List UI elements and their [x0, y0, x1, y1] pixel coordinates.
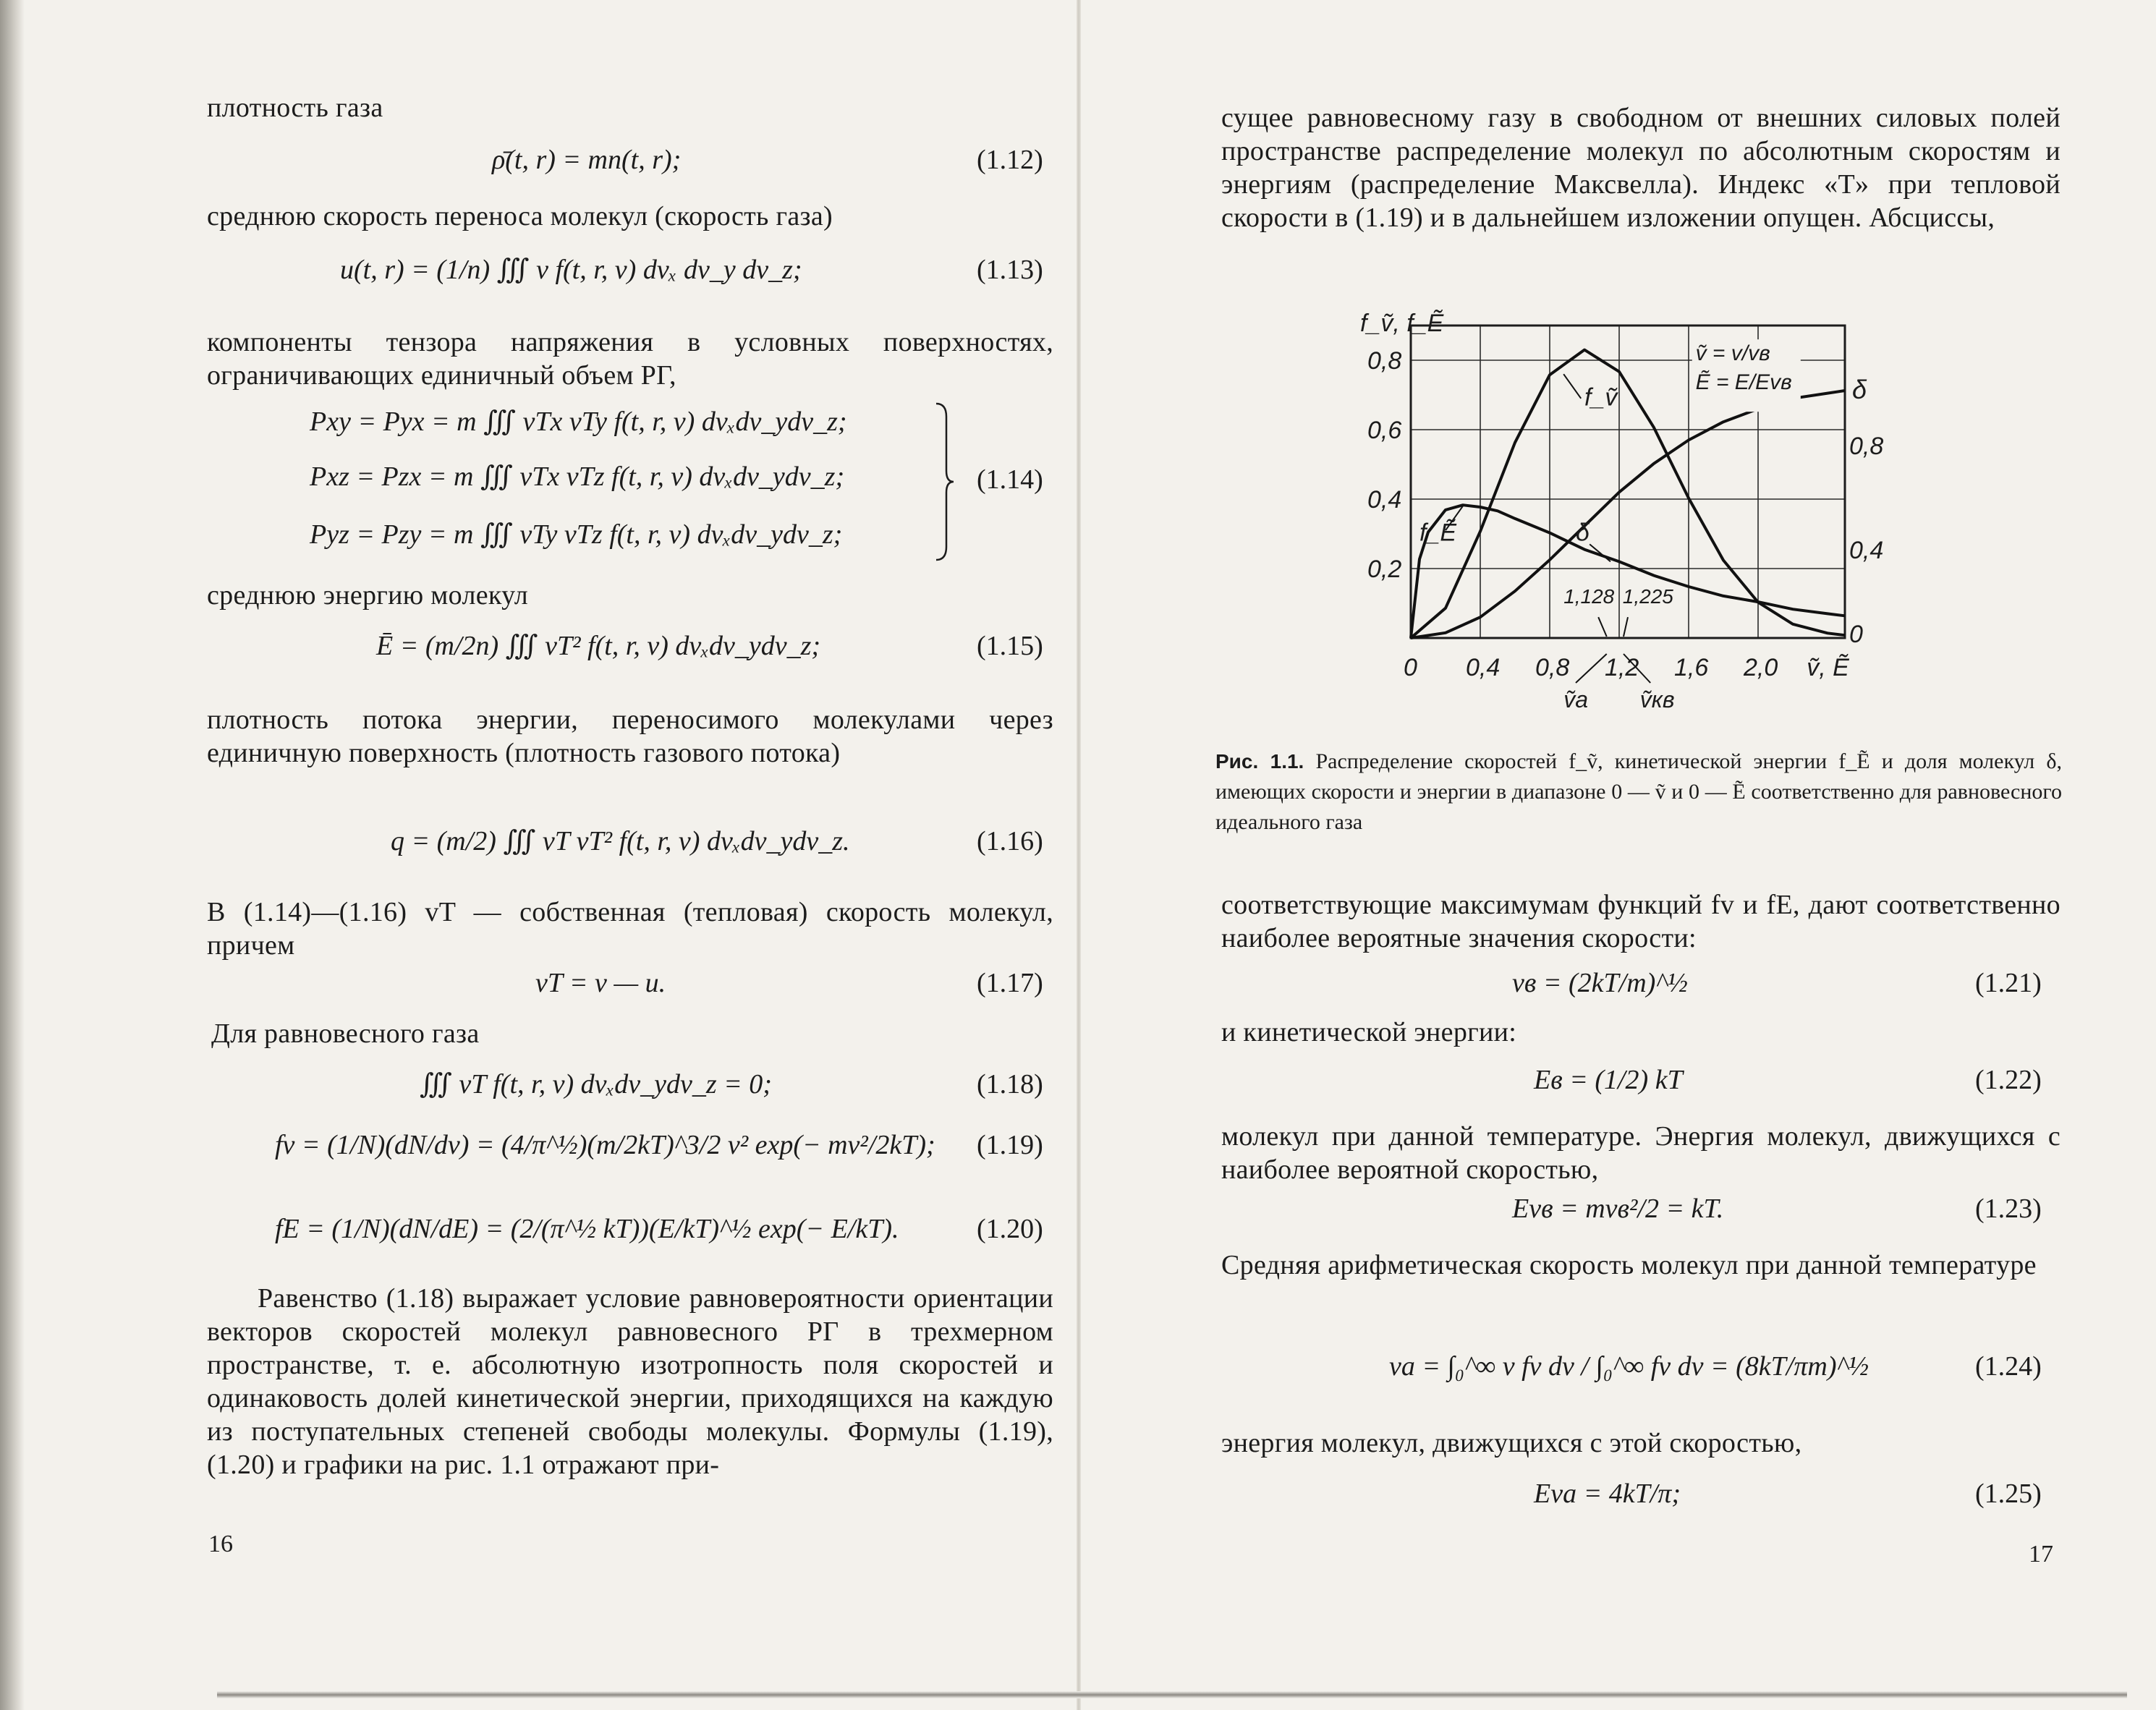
annotation-label: 1,128	[1563, 585, 1615, 608]
paragraph: компоненты тензора напряжения в условных поверхностях, ограничивающих единичный объем РГ,	[207, 327, 1053, 391]
paragraph: среднюю энергию молекул	[207, 580, 528, 611]
page-number: 17	[2029, 1541, 2053, 1568]
equation-1-16: q = (m/2) ∭ vT vT² f(t, r, v) dvₓdv_ydv_z.	[391, 826, 850, 856]
equation-1-15: Ē = (m/2n) ∭ vT² f(t, r, v) dvₓdv_ydv_z;	[376, 631, 821, 661]
x-axis-label: ṽ, Ẽ	[1807, 654, 1849, 681]
equation-1-14b: Pxz = Pzx = m ∭ vTx vTz f(t, r, v) dvₓdv_ydv_z;	[310, 461, 845, 492]
annotation-leader	[1598, 617, 1607, 637]
figure-caption	[1215, 746, 2062, 838]
paragraph: сущее равновесному газу в свободном от внешних силовых полей пространстве распределение молекул по абсолютным скоростям и энергиям (распределение Максвелла). Индекс «T» при тепловой скорости в (1.19) и в дальнейшем изложении опущен. Абсциссы,	[1221, 103, 2060, 233]
paragraph: Средняя арифметическая скорость молекул при данной температуре	[1221, 1250, 2037, 1280]
paragraph: молекул при данной температуре. Энергия молекул, движущихся с наиболее вероятной скоростью,	[1221, 1121, 2060, 1185]
equation-number: (1.24)	[1975, 1351, 2042, 1382]
legend-entry: Ẽ = E/Evв	[1695, 370, 1792, 394]
equation-number: (1.12)	[977, 145, 1043, 175]
caption-label: Рис. 1.1.	[1215, 750, 1304, 773]
y-tick-label-right: 0,4	[1849, 537, 1884, 564]
paragraph: Равенство (1.18) выражает условие равновероятности ориентации векторов скоростей молекул равновесного РГ в трехмерном пространстве, т. е. абсолютную изотропность поля скоростей и одинаковость долей кинетической энергии, приходящихся на каждую из поступательных степеней свободы молекулы. Формулы (1.19), (1.20) и графики на рис. 1.1 отражают при-	[207, 1283, 1053, 1480]
equation-number: (1.25)	[1975, 1479, 2042, 1509]
equation-number: (1.21)	[1975, 968, 2042, 998]
x-tick-label: 2,0	[1744, 654, 1778, 681]
y-axis-label-right: δ	[1852, 374, 1867, 404]
equation-number: (1.22)	[1975, 1065, 2042, 1095]
paragraph: и кинетической энергии:	[1221, 1017, 1517, 1047]
y-tick-label-left: 0,2	[1367, 556, 1402, 583]
equation-1-21: vв = (2kT/m)^½	[1512, 968, 1688, 998]
paragraph: соответствующие максимумам функций fv и fE, дают соответственно наиболее вероятные значения скорости:	[1221, 890, 2060, 953]
page-number: 16	[208, 1531, 233, 1557]
equation-number: (1.14)	[977, 464, 1043, 495]
equation-number: (1.13)	[977, 255, 1043, 285]
y-axis-label-left: f_ṽ, f_Ẽ	[1360, 310, 1444, 337]
x-tick-label: 0,8	[1535, 654, 1570, 681]
y-tick-label-right: 0,8	[1849, 433, 1884, 460]
paragraph: плотность газа	[207, 93, 383, 123]
maxwell-distribution-chart	[1346, 297, 1924, 716]
equation-number: (1.20)	[977, 1214, 1043, 1244]
right-page	[1085, 0, 2156, 1710]
series-label: f_Ẽ	[1419, 519, 1457, 547]
equation-1-14c: Pyz = Pzy = m ∭ vTy vTz f(t, r, v) dvₓdv_ydv_z;	[310, 519, 843, 550]
caption-text: Распределение скоростей f_ṽ, кинетической энергии f_Ẽ и доля молекул δ, имеющих скорости и энергии в диапазоне 0 — ṽ и 0 — Ẽ соответственно для равновесного идеального газа	[1215, 749, 2063, 834]
paragraph: В (1.14)—(1.16) vT — собственная (тепловая) скорость молекул, причем	[207, 897, 1053, 961]
equation-1-19: fv = (1/N)(dN/dv) = (4/π^½)(m/2kT)^3/2 v² exp(− mv²/2kT);	[275, 1130, 935, 1160]
annotation-label: ṽa	[1563, 686, 1588, 712]
series-label-leader	[1563, 374, 1581, 399]
y-tick-label-left: 0,8	[1367, 347, 1402, 375]
x-tick-label: 1,2	[1605, 654, 1639, 681]
x-tick-label: 0	[1404, 654, 1417, 681]
annotation-leader	[1576, 654, 1607, 683]
equation-1-13: u(t, r) = (1/n) ∭ v f(t, r, v) dvₓ dv_y dv_z;	[340, 255, 802, 285]
legend-entry: ṽ = v/vв	[1695, 341, 1770, 365]
y-tick-label-left: 0,6	[1367, 417, 1402, 444]
equation-1-20: fE = (1/N)(dN/dE) = (2/(π^½ kT))(E/kT)^½ exp(− E/kT).	[275, 1214, 899, 1244]
equation-number: (1.23)	[1975, 1194, 2042, 1224]
paragraph: плотность потока энергии, переносимого молекулами через единичную поверхность (плотность газового потока)	[207, 705, 1053, 768]
equation-1-12: ρ̄(t, r) = mn(t, r);	[492, 145, 682, 175]
annotation-leader	[1624, 617, 1628, 637]
equation-number: (1.17)	[977, 968, 1043, 998]
x-tick-label: 0,4	[1466, 654, 1501, 681]
paragraph: энергия молекул, движущихся с этой скоростью,	[1221, 1428, 1802, 1458]
equation-1-24: va = ∫₀^∞ v fv dv / ∫₀^∞ fv dv = (8kT/πm)^½	[1389, 1351, 1869, 1382]
annotation-label: ṽкв	[1639, 686, 1675, 712]
equation-1-18: ∭ vT f(t, r, v) dvₓdv_ydv_z = 0;	[420, 1069, 772, 1099]
equation-1-14a: Pxy = Pyx = m ∭ vTx vTy f(t, r, v) dvₓdv_ydv_z;	[310, 407, 847, 437]
y-tick-label-right: 0	[1849, 621, 1863, 648]
system-brace-icon	[933, 402, 955, 561]
equation-number: (1.19)	[977, 1130, 1043, 1160]
equation-number: (1.18)	[977, 1069, 1043, 1099]
x-tick-label: 1,6	[1674, 654, 1709, 681]
equation-1-23: Evв = mvв²/2 = kT.	[1512, 1194, 1724, 1224]
equation-1-17: vT = v — u.	[535, 968, 666, 998]
equation-number: (1.15)	[977, 631, 1043, 661]
series-label: δ	[1576, 519, 1590, 547]
annotation-label: 1,225	[1622, 585, 1673, 608]
paragraph: Для равновесного газа	[211, 1018, 480, 1049]
equation-number: (1.16)	[977, 826, 1043, 856]
y-tick-label-left: 0,4	[1367, 486, 1402, 514]
paragraph: среднюю скорость переноса молекул (скорость газа)	[207, 201, 833, 231]
chart-ticks	[1360, 310, 1883, 681]
equation-1-25: Eva = 4kT/π;	[1534, 1479, 1681, 1509]
equation-1-22: Eв = (1/2) kT	[1534, 1065, 1683, 1095]
series-label: f_ṽ	[1584, 383, 1618, 412]
